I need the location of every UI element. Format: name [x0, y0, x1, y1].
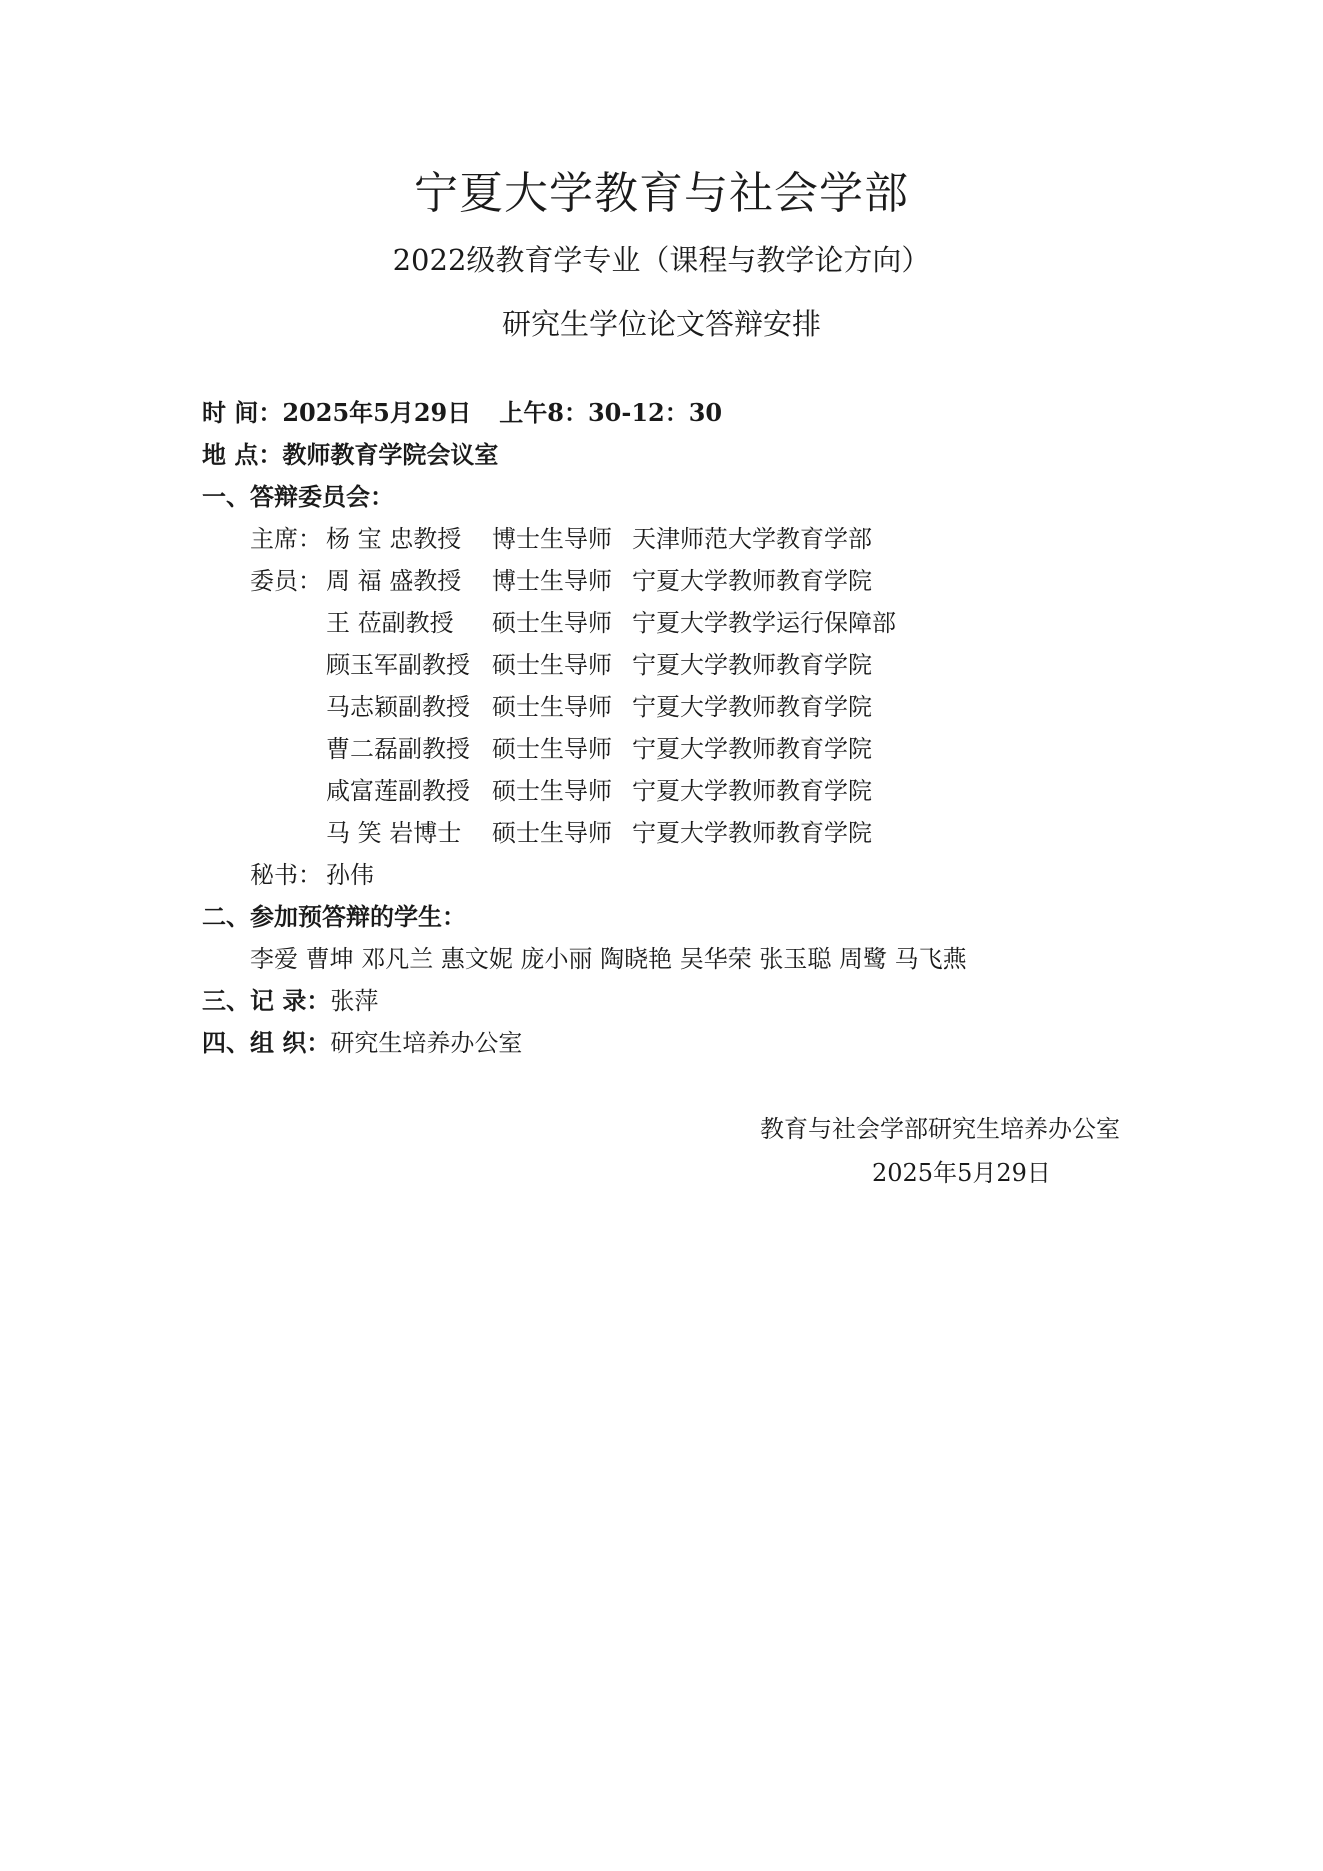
record-value: 张萍 [330, 987, 379, 1015]
chair-label: 主席： [250, 525, 322, 553]
document-subtitle-2: 研究生学位论文答辩安排 [501, 307, 821, 341]
member-org: 宁夏大学教师教育学院 [632, 651, 872, 679]
organize-line [202, 1026, 522, 1060]
place-value: 教师教育学院会议室 [282, 440, 499, 469]
organize-value: 研究生培养办公室 [330, 1029, 523, 1057]
member-role: 博士生导师 [492, 525, 612, 553]
students-list: 李爱 曹坤 邓凡兰 惠文妮 庞小丽 陶晓艳 吴华荣 张玉聪 周鹭 马飞燕 [250, 945, 967, 973]
time-date: 2025年5月29日 [282, 398, 472, 427]
member-org: 宁夏大学教师教育学院 [632, 735, 872, 763]
member-org: 天津师范大学教育学部 [632, 525, 872, 553]
time-line [202, 396, 722, 430]
time-label: 时 间： [202, 398, 283, 427]
member-role: 硕士生导师 [492, 735, 612, 763]
document-title: 宁夏大学教育与社会学部 [414, 168, 909, 219]
member-org: 宁夏大学教师教育学院 [632, 777, 872, 805]
signature-date: 2025年5月29日 [872, 1159, 1051, 1187]
secretary-label: 秘书： [250, 861, 322, 889]
member-role: 博士生导师 [492, 567, 612, 595]
time-slot: 上午8：30-12：30 [499, 398, 723, 427]
committee-row [250, 732, 872, 766]
member-label: 委员： [250, 567, 322, 595]
record-line [202, 984, 378, 1018]
member-org: 宁夏大学教师教育学院 [632, 819, 872, 847]
member-name: 周 福 盛教授 [326, 567, 462, 595]
students-heading: 二、参加预答辩的学生： [202, 902, 466, 931]
committee-row-chair [250, 522, 872, 556]
signature-office: 教育与社会学部研究生培养办公室 [760, 1115, 1120, 1143]
committee-row [250, 690, 872, 724]
member-name: 马志颖副教授 [326, 693, 470, 721]
member-name: 顾玉军副教授 [326, 651, 470, 679]
member-name: 曹二磊副教授 [326, 735, 470, 763]
secretary-value: 孙伟 [326, 861, 374, 889]
committee-row [250, 648, 872, 682]
member-org: 宁夏大学教师教育学院 [632, 693, 872, 721]
member-org: 宁夏大学教师教育学院 [632, 567, 872, 595]
member-role: 硕士生导师 [492, 777, 612, 805]
committee-row [250, 564, 872, 598]
place-label: 地 点： [202, 440, 283, 469]
member-org: 宁夏大学教学运行保障部 [632, 609, 896, 637]
document-subtitle: 2022级教育学专业（课程与教学论方向） [392, 243, 931, 277]
member-name: 马 笑 岩博士 [326, 819, 462, 847]
record-label: 三、记 录： [202, 986, 331, 1015]
committee-heading: 一、答辩委员会： [202, 482, 394, 511]
member-role: 硕士生导师 [492, 819, 612, 847]
member-name: 王 莅副教授 [326, 609, 454, 637]
member-role: 硕士生导师 [492, 651, 612, 679]
committee-row [250, 774, 872, 808]
place-line [202, 438, 498, 472]
organize-label: 四、组 织： [202, 1028, 331, 1057]
member-name: 杨 宝 忠教授 [326, 525, 462, 553]
committee-row [250, 606, 896, 640]
secretary-line [250, 858, 374, 892]
member-role: 硕士生导师 [492, 693, 612, 721]
member-role: 硕士生导师 [492, 609, 612, 637]
committee-row [250, 816, 872, 850]
member-name: 咸富莲副教授 [326, 777, 470, 805]
